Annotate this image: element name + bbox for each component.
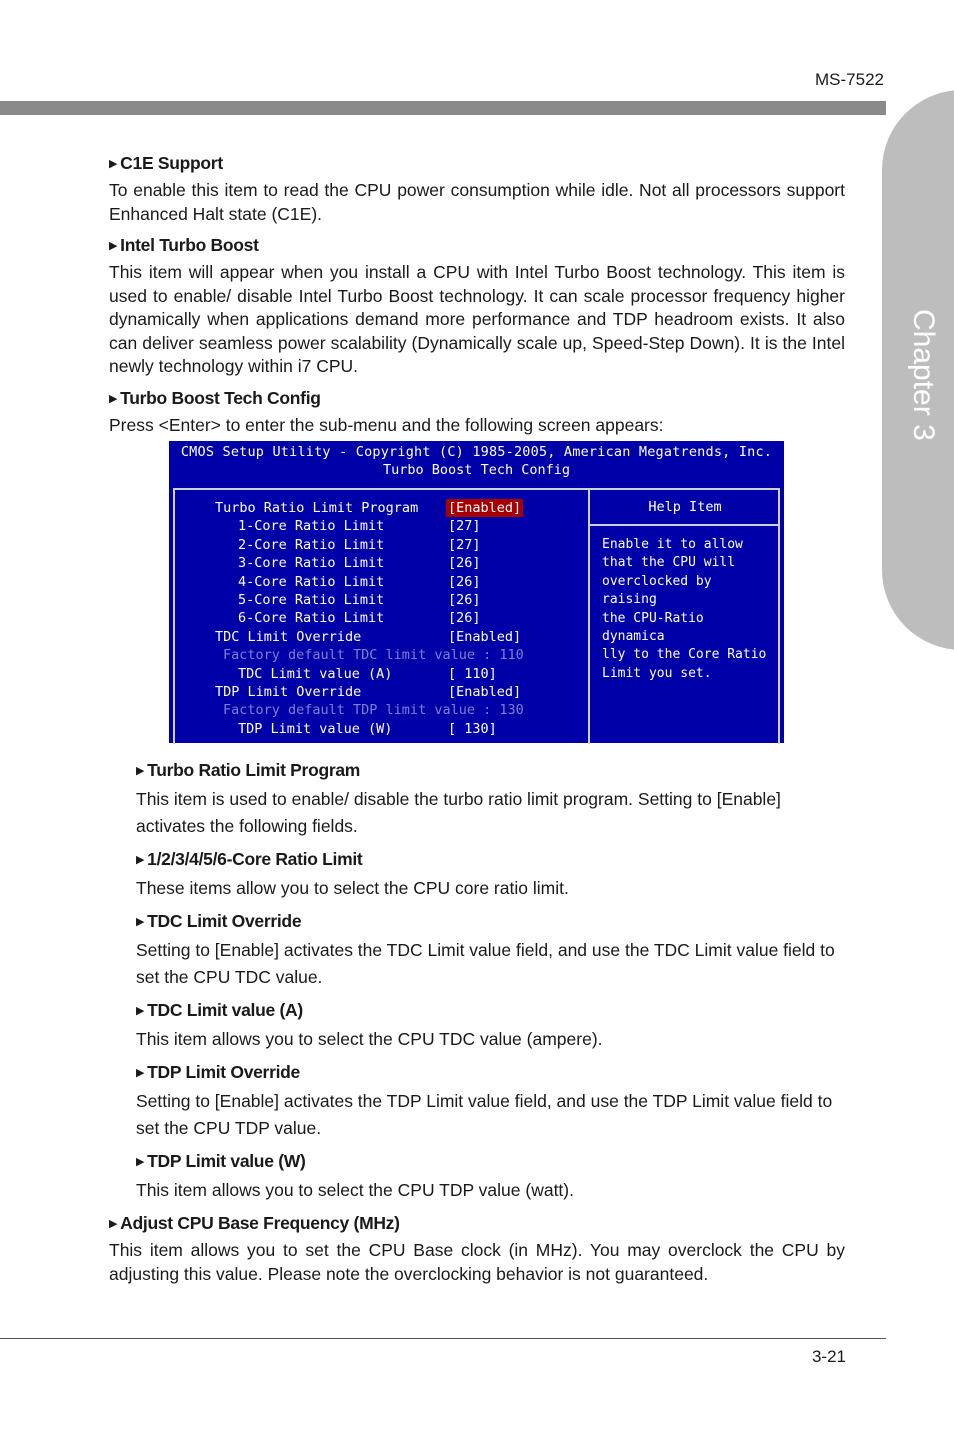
bios-subtitle: Turbo Boost Tech Config bbox=[383, 462, 570, 478]
triangle-bullet-icon: ▶ bbox=[109, 240, 118, 252]
triangle-bullet-icon: ▶ bbox=[136, 1067, 145, 1079]
section-text: This item will appear when you install a CPU with Intel Turbo Boost technology. This item is used to enable/ disable Intel Turbo Boost technology. It can scale processor frequency higher dynamically when applications demand more performance and TDP headroom exists. It also can deliver seamless power scalability (Dynamically scale up, Speed-Step Down). It is the Intel newly technology within i7 CPU. bbox=[109, 262, 845, 376]
section-text: This item allows you to select the CPU TDP value (watt). bbox=[136, 1180, 574, 1200]
section-heading: ▶ TDP Limit value (W) bbox=[136, 1151, 306, 1171]
page-number: 3-21 bbox=[811, 1347, 846, 1366]
bios-setting-label: 1-Core Ratio Limit bbox=[238, 518, 385, 535]
bios-setting-value[interactable]: [Enabled] bbox=[448, 684, 522, 700]
triangle-bullet-icon: ▶ bbox=[136, 916, 145, 928]
sub-sections bbox=[136, 757, 845, 1204]
header-bar bbox=[0, 101, 886, 115]
bios-setting-label: 3-Core Ratio Limit bbox=[238, 555, 385, 572]
bios-setting-value[interactable]: [26] bbox=[448, 610, 481, 627]
model-number: MS-7522 bbox=[815, 70, 884, 89]
bios-setting-label: Turbo Ratio Limit Program bbox=[215, 500, 419, 516]
bios-setting-label: 2-Core Ratio Limit bbox=[238, 536, 385, 553]
bios-header bbox=[169, 441, 784, 487]
bios-setting-value[interactable]: [26] bbox=[448, 555, 481, 572]
triangle-bullet-icon: ▶ bbox=[136, 1156, 145, 1168]
section-text: These items allow you to select the CPU core ratio limit. bbox=[136, 878, 569, 898]
section-heading: ▶ Turbo Boost Tech Config bbox=[109, 387, 321, 408]
triangle-bullet-icon: ▶ bbox=[136, 1005, 145, 1017]
chapter-label: Chapter 3 bbox=[907, 309, 940, 441]
bios-setting-label: TDP Limit value (W) bbox=[238, 720, 393, 737]
bios-setting-label: Factory default TDP limit value : 130 bbox=[223, 702, 524, 719]
triangle-bullet-icon: ▶ bbox=[109, 1218, 118, 1230]
section-heading: ▶ TDC Limit Override bbox=[136, 911, 302, 931]
bios-setting-value[interactable]: [Enabled] bbox=[448, 628, 522, 645]
triangle-bullet-icon: ▶ bbox=[109, 392, 118, 405]
help-text: Enable it to allow that the CPU will overclocked by raising the CPU-Ratio dynamica lly to the Core Ratio Limit you set. bbox=[602, 537, 767, 681]
bios-setting-value[interactable]: [ 130] bbox=[448, 720, 497, 737]
section-text: This item allows you to set the CPU Base clock (in MHz). You may overclock the CPU by adjusting this value. Please note the overclocking behavior is not guaranteed. bbox=[109, 1240, 845, 1284]
triangle-bullet-icon: ▶ bbox=[136, 854, 145, 866]
bios-setting-label: TDC Limit Override bbox=[215, 628, 362, 645]
section-text: Setting to [Enable] activates the TDC Limit value field, and use the TDC Limit value field to set the CPU TDC value. bbox=[136, 940, 835, 987]
bios-setting-value[interactable]: [27] bbox=[448, 518, 481, 535]
bios-setting-label: 5-Core Ratio Limit bbox=[238, 592, 385, 608]
bios-screenshot bbox=[169, 441, 784, 743]
bios-setting-value[interactable]: [Enabled] bbox=[448, 500, 522, 516]
section-text: Press <Enter> to enter the sub-menu and the following screen appears: bbox=[109, 414, 664, 435]
section-text: To enable this item to read the CPU power consumption while idle. Not all processors support Enhanced Halt state (C1E). bbox=[109, 180, 845, 224]
bios-setting-label: TDP Limit Override bbox=[215, 684, 362, 700]
section-heading: ▶ TDC Limit value (A) bbox=[136, 1000, 303, 1020]
bios-setting-label: 4-Core Ratio Limit bbox=[238, 573, 385, 590]
bios-setting-label: 6-Core Ratio Limit bbox=[238, 610, 385, 627]
bios-help-panel bbox=[588, 490, 780, 744]
section-text: This item is used to enable/ disable the turbo ratio limit program. Setting to [Enable] activates the following fields. bbox=[136, 789, 781, 836]
section-text: Setting to [Enable] activates the TDP Limit value field, and use the TDP Limit value field to set the CPU TDP value. bbox=[136, 1091, 833, 1138]
bios-title: CMOS Setup Utility - Copyright (C) 1985-2005, American Megatrends, Inc. bbox=[180, 444, 773, 460]
triangle-bullet-icon: ▶ bbox=[136, 765, 145, 777]
section-heading: ▶ C1E Support bbox=[109, 153, 223, 173]
bios-frame bbox=[173, 488, 780, 744]
section-heading: ▶ TDP Limit Override bbox=[136, 1062, 300, 1082]
section-heading: ▶ Turbo Ratio Limit Program bbox=[136, 760, 361, 780]
bios-setting-value[interactable]: [26] bbox=[448, 573, 481, 590]
bios-setting-value[interactable]: [ 110] bbox=[448, 665, 497, 682]
section-heading: ▶ Adjust CPU Base Frequency (MHz) bbox=[109, 1213, 400, 1233]
footer-rule bbox=[0, 1338, 886, 1339]
bios-settings-panel bbox=[175, 490, 587, 744]
section-heading: ▶ Intel Turbo Boost bbox=[109, 235, 259, 255]
bios-setting-value[interactable]: [26] bbox=[448, 592, 481, 608]
page-content bbox=[109, 150, 845, 1292]
triangle-bullet-icon: ▶ bbox=[109, 158, 118, 170]
bios-setting-label: TDC Limit value (A) bbox=[238, 665, 393, 682]
help-title: Help Item bbox=[590, 490, 780, 526]
section-text: This item allows you to select the CPU TDC value (ampere). bbox=[136, 1029, 603, 1049]
section-heading: ▶ 1/2/3/4/5/6-Core Ratio Limit bbox=[136, 849, 363, 869]
bios-setting-label: Factory default TDC limit value : 110 bbox=[223, 647, 524, 664]
bios-setting-value[interactable]: [27] bbox=[448, 536, 481, 553]
